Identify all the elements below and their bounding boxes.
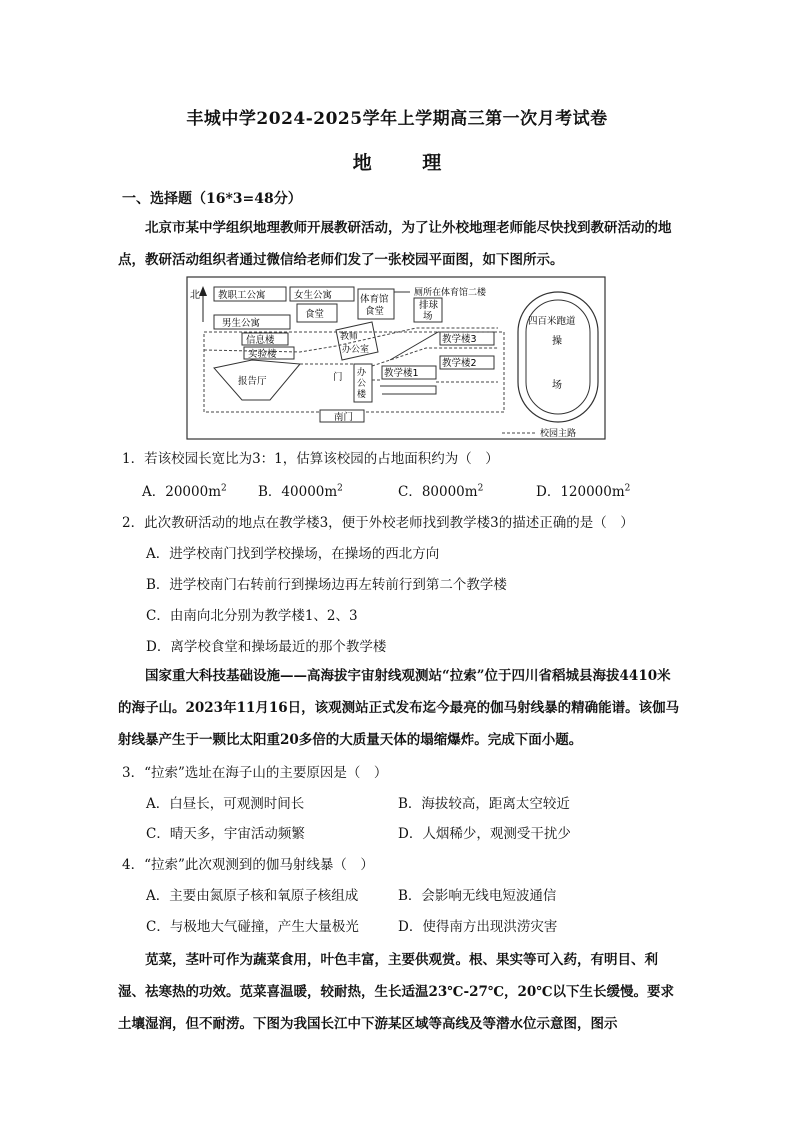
- question-4-option-a: A．主要由氮原子核和氧原子核组成: [146, 888, 359, 904]
- question-1-option-c: C．$80000m^2$: [398, 483, 484, 500]
- north-label: 北: [190, 290, 200, 301]
- passage-1: 北京市某中学组织地理教师开展教研活动，为了让外校地理老师能尽快找到教研活动的地点，教研活动组织者通过微信给老师们发了一张校园平面图，如下图所示。: [118, 220, 672, 268]
- teacher-office-label-2: 办公室: [342, 345, 370, 355]
- gym-label: 体育馆: [360, 294, 389, 305]
- question-3-option-c: C．晴天多，宇宙活动频繁: [146, 826, 305, 842]
- question-3-option-d: D．人烟稀少，观测受干扰少: [398, 826, 571, 842]
- info-building-label: 信息楼: [246, 335, 275, 346]
- toilet-note: 厕所在体育馆二楼: [414, 288, 487, 298]
- legend-label: 校园主路: [540, 429, 577, 439]
- running-track: [518, 292, 598, 422]
- question-3-stem: 3．“拉索”选址在海子山的主要原因是（ ）: [122, 765, 388, 781]
- south-gate-label: 南门: [334, 412, 354, 423]
- office-label-3: 楼: [357, 390, 367, 400]
- passage-2: 国家重大科技基础设施——高海拔宇宙射线观测站“拉索”位于四川省稻城县海拔4410米的海子山。2023年11月16日，该观测站正式发布迄今最亮的伽马射线暴的精确能谱。该伽马射线暴产生于一颗比太阳重20多倍的大质量天体的塌缩爆炸。完成下面小题。: [118, 668, 680, 748]
- question-1-option-b: B．$40000m^2$: [258, 483, 343, 500]
- passage-3: 苋菜，茎叶可作为蔬菜食用，叶色丰富，主要供观赏。根、果实等可入药，有明目、利湿、祛寒热的功效。苋菜喜温暖，较耐热，生长适温23℃-27℃，20℃以下生长缓慢。要求土壤湿润，但不耐涝。下图为我国长江中下游某区域等高线及等潜水位示意图，图示: [118, 952, 674, 1032]
- subject-title: 地 理: [352, 152, 464, 174]
- section-heading: 一、选择题（16*3=48分）: [122, 191, 302, 207]
- teaching-building-2-label: 教学楼2: [442, 358, 477, 369]
- office-label-1: 办: [357, 368, 367, 378]
- exam-title: 丰城中学2024-2025学年上学期高三第一次月考试卷: [186, 109, 608, 129]
- north-arrow-icon: [190, 286, 207, 322]
- canteen-label: 食堂: [305, 309, 325, 320]
- track-label: 四百米跑道: [528, 316, 576, 327]
- lab-building-label: 实验楼: [248, 349, 277, 360]
- question-4-option-c: C．与极地大气碰撞，产生大量极光: [146, 919, 359, 935]
- office-label-2: 公: [357, 379, 367, 389]
- question-1-option-d: D．$120000m^2$: [536, 483, 631, 500]
- gate-label: 门: [333, 372, 343, 383]
- question-4-stem: 4．“拉索”此次观测到的伽马射线暴（ ）: [122, 857, 374, 873]
- teaching-building-3-label: 教学楼3: [442, 334, 477, 345]
- volleyball-label-1: 排球: [419, 300, 439, 311]
- question-2-option-c: C．由南向北分别为教学楼1、2、3: [146, 608, 358, 624]
- lecture-hall-label: 报告厅: [238, 376, 267, 387]
- question-2-option-a: A．进学校南门找到学校操场，在操场的西北方向: [146, 546, 440, 562]
- volleyball-label-2: 场: [423, 311, 433, 322]
- question-3-option-a: A．白昼长，可观测时间长: [146, 796, 305, 812]
- question-3-option-b: B．海拔较高，距离太空较近: [398, 796, 570, 812]
- question-1-option-a: A．$20000m^2$: [142, 483, 227, 500]
- staff-apartment-label: 教职工公寓: [218, 290, 266, 301]
- playground-label-1: 操: [552, 336, 562, 347]
- teacher-office-label-1: 教师: [340, 332, 359, 342]
- question-2-option-b: B．进学校南门右转前行到操场边再左转前行到第二个教学楼: [146, 577, 507, 593]
- gym-canteen-label: 食堂: [365, 306, 385, 317]
- question-4-option-b: B．会影响无线电短波通信: [398, 888, 557, 904]
- boys-apartment-label: 男生公寓: [222, 318, 261, 329]
- question-2-stem: 2．此次教研活动的地点在教学楼3，便于外校老师找到教学楼3的描述正确的是（ ）: [122, 515, 634, 531]
- question-1-stem: 1．若该校园长宽比为3：1，估算该校园的占地面积约为（ ）: [122, 451, 499, 467]
- question-4-option-d: D．使得南方出现洪涝灾害: [398, 919, 558, 935]
- question-2-option-d: D．离学校食堂和操场最近的那个教学楼: [146, 639, 387, 655]
- teaching-building-1-label: 教学楼1: [384, 368, 419, 379]
- playground-label-2: 场: [552, 380, 562, 391]
- campus-map: [186, 276, 606, 440]
- girls-apartment-label: 女生公寓: [294, 290, 333, 301]
